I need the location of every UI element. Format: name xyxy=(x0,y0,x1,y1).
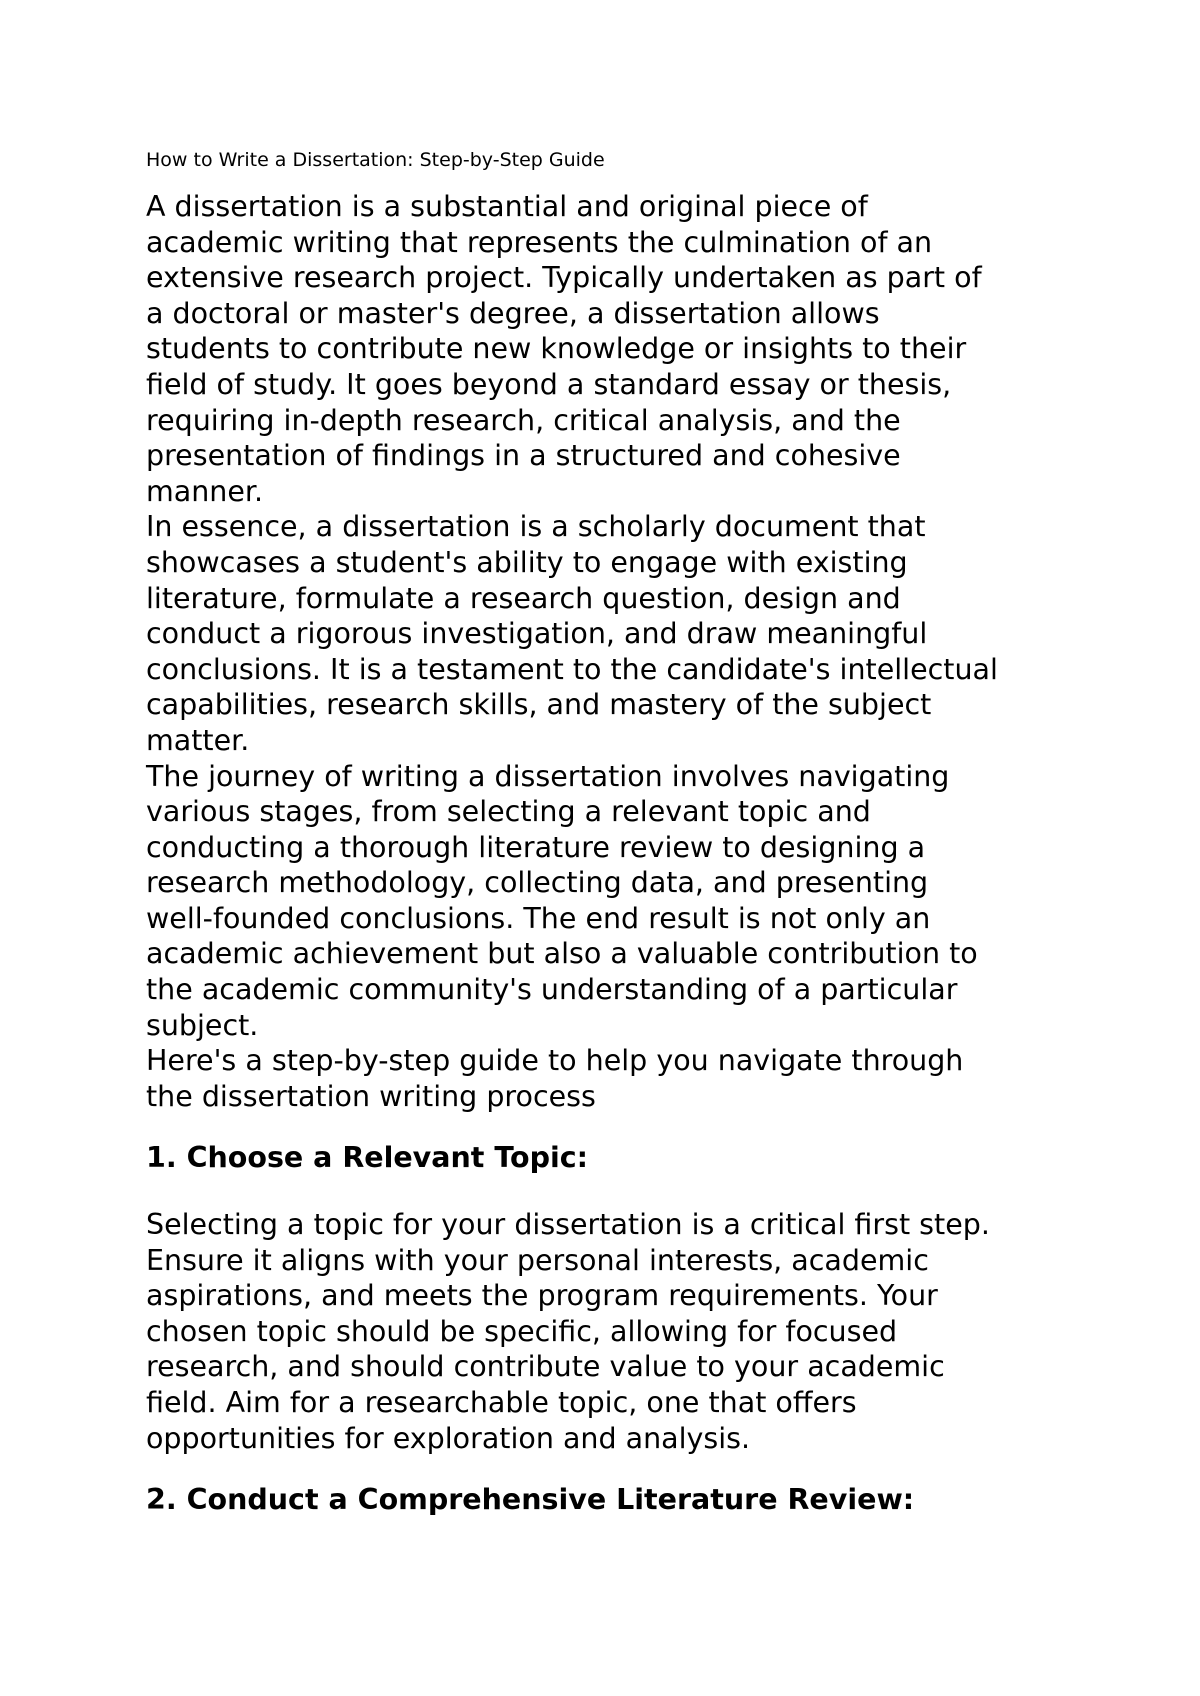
text-line: aspirations, and meets the program requirements. Your xyxy=(146,1279,938,1313)
text-line: a doctoral or master's degree, a dissertation allows xyxy=(146,296,880,330)
text-line: conducting a thorough literature review to designing a xyxy=(146,830,926,864)
text-line: Here's a step-by-step guide to help you navigate through xyxy=(146,1044,964,1078)
text-line: manner. xyxy=(146,474,264,508)
text-line: capabilities, research skills, and mastery of the subject xyxy=(146,688,932,722)
text-line: presentation of findings in a structured and cohesive xyxy=(146,439,901,473)
text-line: academic writing that represents the culmination of an xyxy=(146,225,933,259)
text-line: conduct a rigorous investigation, and draw meaningful xyxy=(146,617,928,651)
text-line: showcases a student's ability to engage with existing xyxy=(146,545,908,579)
text-line: Ensure it aligns with your personal interests, academic xyxy=(146,1243,929,1277)
text-line: students to contribute new knowledge or insights to their xyxy=(146,332,967,366)
step-1-heading: 1. Choose a Relevant Topic: xyxy=(146,1141,589,1174)
text-line: research methodology, collecting data, and presenting xyxy=(146,866,929,900)
step-2-heading: 2. Conduct a Comprehensive Literature Review: xyxy=(146,1483,915,1516)
text-line: requiring in-depth research, critical analysis, and the xyxy=(146,403,901,437)
text-line: chosen topic should be specific, allowing for focused xyxy=(146,1314,898,1348)
text-line: literature, formulate a research question, design and xyxy=(146,581,901,615)
text-line: research, and should contribute value to your academic xyxy=(146,1350,945,1384)
text-line: the academic community's understanding of a particular xyxy=(146,973,958,1007)
text-line: academic achievement but also a valuable contribution to xyxy=(146,937,978,971)
text-line: opportunities for exploration and analysis. xyxy=(146,1421,751,1455)
text-line: well-founded conclusions. The end result is not only an xyxy=(146,901,931,935)
text-line: field of study. It goes beyond a standard essay or thesis, xyxy=(146,367,952,401)
text-line: various stages, from selecting a relevant topic and xyxy=(146,795,871,829)
text-line: subject. xyxy=(146,1008,259,1042)
text-line: the dissertation writing process xyxy=(146,1079,596,1113)
text-line: matter. xyxy=(146,723,250,757)
text-line: Selecting a topic for your dissertation is a critical first step. xyxy=(146,1208,990,1241)
text-line: In essence, a dissertation is a scholarly document that xyxy=(146,510,926,544)
text-line: extensive research project. Typically undertaken as part of xyxy=(146,261,982,295)
text-line: The journey of writing a dissertation involves navigating xyxy=(146,759,950,793)
text-line: field. Aim for a researchable topic, one that offers xyxy=(146,1385,857,1419)
intro-text xyxy=(146,189,1076,1114)
text-line: conclusions. It is a testament to the candidate's intellectual xyxy=(146,652,998,686)
document-title: How to Write a Dissertation: Step-by-Step Guide xyxy=(146,149,605,171)
step-1-text xyxy=(146,1207,1076,1456)
text-line: A dissertation is a substantial and original piece of xyxy=(146,190,868,223)
